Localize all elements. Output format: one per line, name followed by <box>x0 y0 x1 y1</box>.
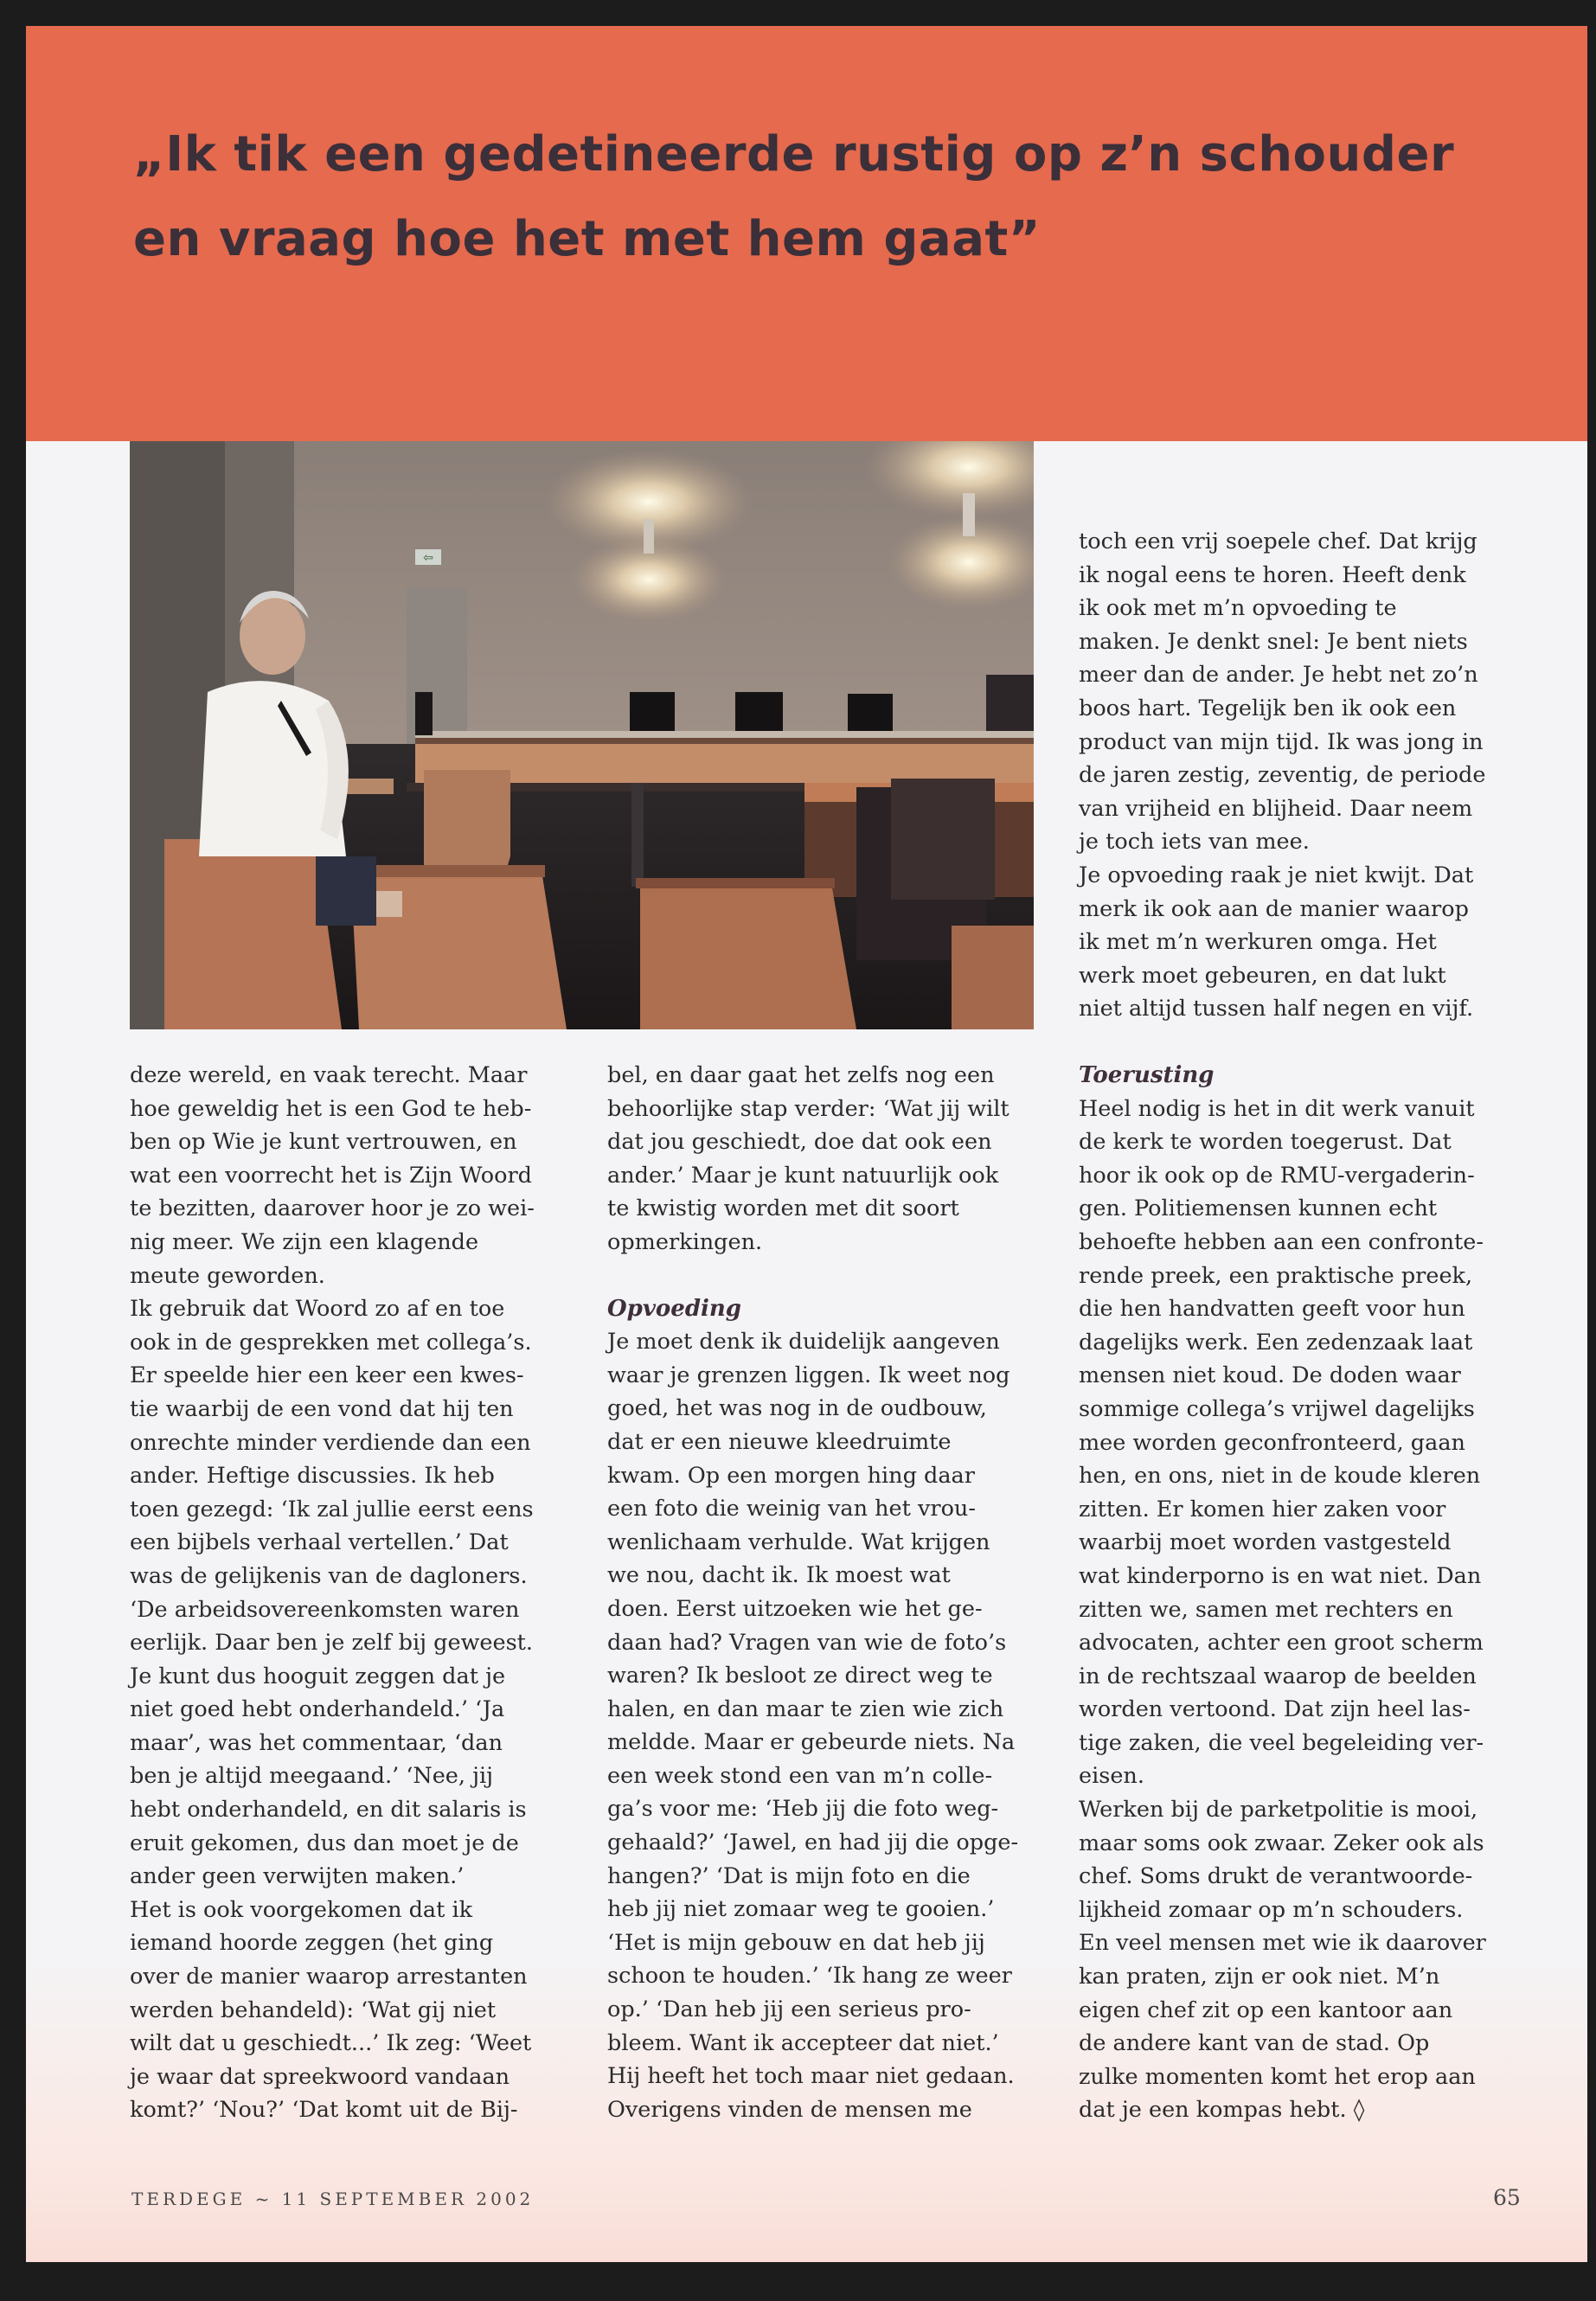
text-line: ander. Heftige discussies. Ik heb <box>130 1463 495 1490</box>
text-line: ik ook met m’n opvoeding te <box>1079 595 1397 622</box>
text-line: over de manier waarop arrestanten <box>130 1964 528 1990</box>
text-line: Overigens vinden de mensen me <box>607 2096 972 2123</box>
text-line: nig meer. We zijn een klagende <box>130 1228 479 1255</box>
headline <box>133 112 1483 282</box>
text-line: toen gezegd: ‘Ik zal jullie eerst eens <box>130 1496 534 1522</box>
exit-sign-arrow: ⇦ <box>423 551 433 565</box>
text-line: merk ik ook aan de manier waarop <box>1079 895 1469 922</box>
text-line: Je opvoeding raak je niet kwijt. Dat <box>1079 862 1474 888</box>
text-line: dat jou geschiedt, doe dat ook een <box>607 1129 992 1156</box>
text-line: rende preek, een praktische preek, <box>1079 1262 1473 1289</box>
text-line: En veel mensen met wie ik daarover <box>1079 1930 1486 1957</box>
text-line: meer dan de ander. Je hebt net zo’n <box>1079 662 1478 689</box>
text-line: een week stond een van m’n colle- <box>607 1762 993 1789</box>
headline-line: en vraag hoe het met hem gaat” <box>133 211 1042 267</box>
text-line: opmerkingen. <box>607 1228 763 1255</box>
text-line: maken. Je denkt snel: Je bent niets <box>1079 628 1468 655</box>
text-line: je toch iets van mee. <box>1079 829 1310 856</box>
text-line: dat je een kompas hebt. ◊ <box>1079 2097 1365 2124</box>
text-line: product van mijn tijd. Ik was jong in <box>1079 728 1484 755</box>
text-line: maar’, was het commentaar, ‘dan <box>130 1729 503 1756</box>
text-line: niet goed hebt onderhandeld.’ ‘Ja <box>130 1696 505 1723</box>
text-line: mensen niet koud. De doden waar <box>1079 1362 1461 1389</box>
text-line: ga’s voor me: ‘Heb jij die foto weg- <box>607 1796 999 1823</box>
text-line: onrechte minder verdiende dan een <box>130 1429 531 1456</box>
text-line: wat een voorrecht het is Zijn Woord <box>130 1162 532 1189</box>
text-line: waarbij moet worden vastgesteld <box>1079 1529 1452 1556</box>
text-line: ‘De arbeidsovereenkomsten waren <box>130 1596 520 1623</box>
text-line: hoe geweldig het is een God te heb- <box>130 1095 532 1122</box>
text-line: bel, en daar gaat het zelfs nog een <box>607 1062 995 1088</box>
text-line: bleem. Want ik accepteer dat niet.’ <box>607 2029 999 2056</box>
text-line: worden vertoond. Dat zijn heel las- <box>1079 1696 1471 1723</box>
text-line: hoor ik ook op de RMU-vergaderin- <box>1079 1162 1475 1189</box>
text-line: sommige collega’s vrijwel dagelijks <box>1079 1395 1475 1422</box>
text-line: tige zaken, die veel begeleiding ver- <box>1079 1729 1484 1756</box>
text-line: was de gelijkenis van de dagloners. <box>130 1562 528 1589</box>
text-line: behoorlijke stap verder: ‘Wat jij wilt <box>607 1095 1010 1122</box>
text-line: chef. Soms drukt de verantwoorde- <box>1079 1863 1473 1890</box>
text-line: ‘Het is mijn gebouw en dat heb jij <box>607 1929 985 1956</box>
text-line: Hij heeft het toch maar niet gedaan. <box>607 2063 1015 2090</box>
text-line: een foto die weinig van het vrou- <box>607 1496 976 1522</box>
text-line: eerlijk. Daar ben je zelf bij geweest. <box>130 1630 534 1657</box>
section-heading-opvoeding: Opvoeding <box>607 1295 741 1322</box>
headline-line: „Ik tik een gedetineerde rustig op z’n schouder <box>133 126 1455 183</box>
text-line: boos hart. Tegelijk ben ik ook een <box>1079 695 1457 721</box>
text-line: ander.’ Maar je kunt natuurlijk ook <box>607 1162 999 1189</box>
text-line: de jaren zestig, zeventig, de periode <box>1079 762 1486 789</box>
text-line: hangen?’ ‘Dat is mijn foto en die <box>607 1862 971 1889</box>
text-line: zulke momenten komt het erop aan <box>1079 2063 1476 2090</box>
text-line: Heel nodig is het in dit werk vanuit <box>1079 1095 1475 1122</box>
text-line: wat kinderporno is en wat niet. Dan <box>1079 1562 1482 1589</box>
text-line: waar je grenzen liggen. Ik weet nog <box>607 1362 1010 1388</box>
text-line: zitten. Er komen hier zaken voor <box>1079 1496 1446 1522</box>
column-right <box>1079 1059 1529 2127</box>
text-line: Je kunt dus hooguit zeggen dat je <box>130 1663 506 1689</box>
text-line: eruit gekomen, dus dan moet je de <box>130 1830 519 1856</box>
text-line: kan praten, zijn er ook niet. M’n <box>1079 1964 1440 1990</box>
text-line: een bijbels verhaal vertellen.’ Dat <box>130 1529 509 1556</box>
text-line: dat er een nieuwe kleedruimte <box>607 1428 952 1455</box>
text-line: van vrijheid en blijheid. Daar neem <box>1079 795 1473 822</box>
text-line: iemand hoorde zeggen (het ging <box>130 1930 494 1957</box>
text-line: werk moet gebeuren, en dat lukt <box>1079 962 1446 989</box>
text-line: meute geworden. <box>130 1262 325 1289</box>
text-line: heb jij niet zomaar weg te gooien.’ <box>607 1896 995 1923</box>
text-line: te bezitten, daarover hoor je zo wei- <box>130 1195 535 1222</box>
text-line: tie waarbij de een vond dat hij ten <box>130 1395 514 1422</box>
section-heading-toerusting: Toerusting <box>1079 1062 1215 1088</box>
text-line: advocaten, achter een groot scherm <box>1079 1630 1484 1657</box>
text-line: doen. Eerst uitzoeken wie het ge- <box>607 1595 983 1622</box>
text-line: je waar dat spreekwoord vandaan <box>130 2063 510 2090</box>
text-line: behoefte hebben aan een confronte- <box>1079 1228 1484 1255</box>
text-line: die hen handvatten geeft voor hun <box>1079 1296 1465 1323</box>
text-line: deze wereld, en vaak terecht. Maar <box>130 1062 528 1088</box>
text-line: ben je altijd meegaand.’ ‘Nee, jij <box>130 1763 494 1790</box>
text-line: eigen chef zit op een kantoor aan <box>1079 1997 1453 2023</box>
column-left <box>130 1059 580 2127</box>
text-line: zitten we, samen met rechters en <box>1079 1596 1453 1623</box>
text-line: Ik gebruik dat Woord zo af en toe <box>130 1296 505 1323</box>
text-line: kwam. Op een morgen hing daar <box>607 1462 975 1489</box>
text-line: we nou, dacht ik. Ik moest wat <box>607 1562 951 1589</box>
text-line: komt?’ ‘Nou?’ ‘Dat komt uit de Bij- <box>130 2097 518 2124</box>
text-line: de kerk te worden toegerust. Dat <box>1079 1129 1452 1156</box>
text-line: op.’ ‘Dan heb jij een serieus pro- <box>607 1997 971 2023</box>
text-line: Er speelde hier een keer een kwes- <box>130 1362 524 1389</box>
text-line: ook in de gesprekken met collega’s. <box>130 1329 532 1356</box>
text-line: eisen. <box>1079 1763 1144 1790</box>
text-line: gen. Politiemensen kunnen echt <box>1079 1195 1438 1222</box>
text-line: waren? Ik besloot ze direct weg te <box>607 1663 993 1689</box>
text-line: wilt dat u geschiedt...’ Ik zeg: ‘Weet <box>130 2030 532 2057</box>
text-line: werden behandeld): ‘Wat gij niet <box>130 1997 497 2023</box>
column-middle <box>607 1059 1057 2126</box>
text-line: ander geen verwijten maken.’ <box>130 1863 465 1890</box>
text-line: hebt onderhandeld, en dit salaris is <box>130 1797 527 1823</box>
text-line: meldde. Maar er gebeurde niets. Na <box>607 1729 1016 1756</box>
text-line: ik met m’n werkuren omga. Het <box>1079 929 1437 956</box>
text-line: gehaald?’ ‘Jawel, en had jij die opge- <box>607 1830 1019 1856</box>
text-line: daan had? Vragen van wie de foto’s <box>607 1629 1007 1656</box>
text-line: hen, en ons, niet in de koude kleren <box>1079 1463 1481 1490</box>
text-line: ben op Wie je kunt vertrouwen, en <box>130 1129 517 1156</box>
column-right-top <box>1079 525 1529 1026</box>
text-line: mee worden geconfronteerd, gaan <box>1079 1429 1465 1456</box>
text-line: de andere kant van de stad. Op <box>1079 2030 1430 2057</box>
text-line: ik nogal eens te horen. Heeft denk <box>1079 561 1466 588</box>
text-line: maar soms ook zwaar. Zeker ook als <box>1079 1830 1484 1856</box>
text-line: goed, het was nog in de oudbouw, <box>607 1395 987 1422</box>
magazine-page <box>26 26 1587 2262</box>
text-line: niet altijd tussen half negen en vijf. <box>1079 996 1474 1022</box>
text-line: halen, en dan maar te zien wie zich <box>607 1695 1004 1722</box>
page-number: 65 <box>1493 2185 1521 2210</box>
text-line: toch een vrij soepele chef. Dat krijg <box>1079 529 1477 554</box>
text-line: Werken bij de parketpolitie is mooi, <box>1079 1797 1478 1823</box>
text-line: dagelijks werk. Een zedenzaak laat <box>1079 1329 1473 1356</box>
text-line: Het is ook voorgekomen dat ik <box>130 1896 473 1923</box>
text-line: te kwistig worden met dit soort <box>607 1195 959 1222</box>
headline-banner <box>26 26 1587 441</box>
courtroom-photo <box>130 441 1034 1029</box>
footer-publication: TERDEGE ~ 11 SEPTEMBER 2002 <box>131 2189 535 2209</box>
text-line: in de rechtszaal waarop de beelden <box>1079 1663 1477 1689</box>
text-line: Je moet denk ik duidelijk aangeven <box>607 1329 1000 1356</box>
text-line: lijkheid zomaar op m’n schouders. <box>1079 1896 1464 1923</box>
text-line: schoon te houden.’ ‘Ik hang ze weer <box>607 1963 1012 1990</box>
text-line: wenlichaam verhulde. Wat krijgen <box>607 1529 990 1555</box>
